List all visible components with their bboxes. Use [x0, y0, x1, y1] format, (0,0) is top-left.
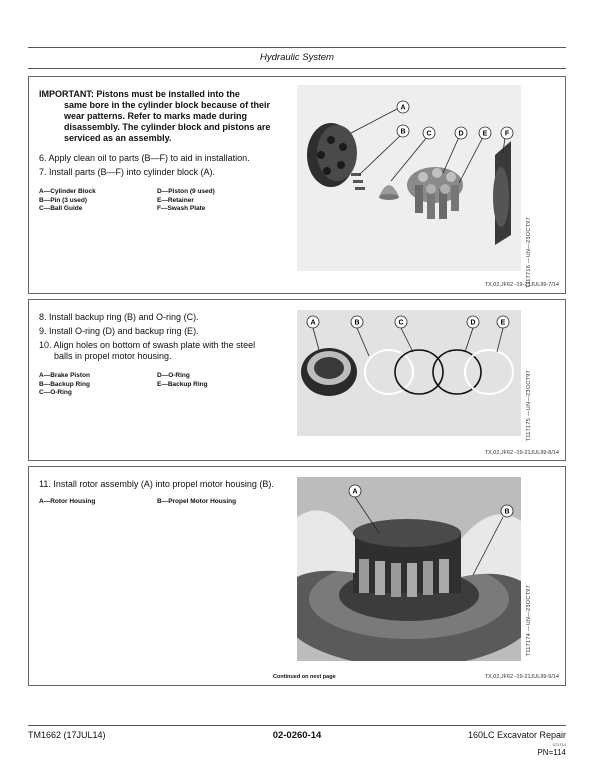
cylinder-block-parts-photo	[297, 85, 521, 271]
page-header	[28, 47, 566, 69]
legend-item: B—Backup Ring	[39, 380, 90, 388]
procedure-panel-1	[28, 76, 566, 294]
reference-code-1: TX,02,JF62 -19-21JUL99-7/14	[484, 282, 559, 288]
callout-a	[307, 316, 319, 328]
machine-title: 160LC Excavator Repair	[467, 730, 566, 740]
step-10-continued: balls in propel motor housing.	[54, 351, 172, 361]
callout-c	[423, 127, 435, 139]
svg-text:B: B	[354, 319, 360, 327]
svg-text:E: E	[500, 319, 506, 327]
callout-e	[479, 127, 491, 139]
important-body: same bore in the cylinder block because of their wear patterns. Refer to marks made during disassembly. The cylinder block and pistons are serviced as an assembly.	[64, 100, 271, 143]
important-label: IMPORTANT:	[39, 89, 94, 99]
figure-code-1: T117716 —UN—23OCT97	[526, 217, 532, 289]
brake-piston-rings-photo	[297, 310, 521, 436]
section-title: Hydraulic System	[260, 52, 334, 63]
legend-item: E—Retainer	[157, 196, 194, 204]
legend-item: F—Swash Plate	[157, 205, 206, 212]
important-note	[39, 89, 289, 144]
legend-item: A—Brake Piston	[39, 372, 90, 379]
svg-text:F: F	[504, 130, 510, 138]
callout-b	[501, 505, 513, 517]
callout-e	[497, 316, 509, 328]
legend-item: C—O-Ring	[39, 389, 72, 396]
important-first-line: Pistons must be installed into the	[96, 89, 240, 99]
step-7: 7. Install parts (B—F) into cylinder block (A).	[39, 167, 216, 177]
parts-legend-3	[39, 498, 289, 507]
legend-item: B—Propel Motor Housing	[157, 498, 237, 505]
svg-text:D: D	[458, 130, 464, 138]
step-9: 9. Install O-ring (D) and backup ring (E).	[39, 326, 199, 336]
step-6: 6. Apply clean oil to parts (B—F) to aid in installation.	[39, 153, 250, 163]
print-date: 071714	[552, 742, 566, 747]
callout-a	[397, 101, 409, 113]
section-page-number: 02-0260-14	[272, 730, 322, 741]
instructions-3	[39, 479, 289, 507]
callout-a	[349, 485, 361, 497]
step-8: 8. Install backup ring (B) and O-ring (C).	[39, 312, 199, 322]
callout-c	[395, 316, 407, 328]
svg-text:D: D	[470, 319, 476, 327]
figure-code-3: T117174 —UN—23OCT97	[526, 585, 532, 657]
reference-code-3: TX,02,JF62 -19-21JUL99-9/14	[484, 674, 559, 680]
legend-item: B—Pin (3 used)	[39, 196, 88, 204]
svg-text:A: A	[310, 319, 316, 327]
svg-text:E: E	[482, 130, 488, 138]
legend-item: A—Rotor Housing	[39, 498, 96, 505]
procedure-panel-2	[28, 299, 566, 461]
callout-d	[467, 316, 479, 328]
instructions-2	[39, 312, 289, 398]
parts-legend-2	[39, 372, 289, 398]
legend-item: D—O-Ring	[157, 372, 190, 379]
figure-code-2: T117175 —UN—23OCT97	[526, 370, 532, 442]
svg-text:A: A	[400, 104, 406, 112]
page-number: PN=114	[537, 748, 566, 757]
continued-note: Continued on next page	[273, 674, 336, 680]
callout-f	[501, 127, 513, 139]
callout-b	[351, 316, 363, 328]
callout-b	[397, 125, 409, 137]
svg-text:A: A	[352, 488, 358, 496]
page-footer	[28, 725, 566, 765]
svg-text:B: B	[504, 508, 510, 516]
legend-item: C—Ball Guide	[39, 205, 83, 212]
svg-text:B: B	[400, 128, 406, 136]
step-10: 10. Align holes on bottom of swash plate with the steel	[39, 340, 256, 350]
svg-text:C: C	[426, 130, 432, 138]
parts-legend-1	[39, 188, 289, 214]
document-id: TM1662 (17JUL14)	[28, 730, 106, 740]
legend-item: A—Cylinder Block	[39, 188, 96, 195]
legend-item	[157, 389, 275, 398]
instructions-1	[39, 89, 289, 214]
rotor-installation-photo	[297, 477, 521, 661]
reference-code-2: TX,02,JF62 -19-21JUL99-8/14	[484, 450, 559, 456]
step-11: 11. Install rotor assembly (A) into propel motor housing (B).	[39, 479, 274, 489]
legend-item: D—Piston (9 used)	[157, 188, 215, 195]
callout-d	[455, 127, 467, 139]
svg-text:C: C	[398, 319, 404, 327]
legend-item: E—Backup Ring	[157, 380, 208, 388]
procedure-panel-3	[28, 466, 566, 686]
